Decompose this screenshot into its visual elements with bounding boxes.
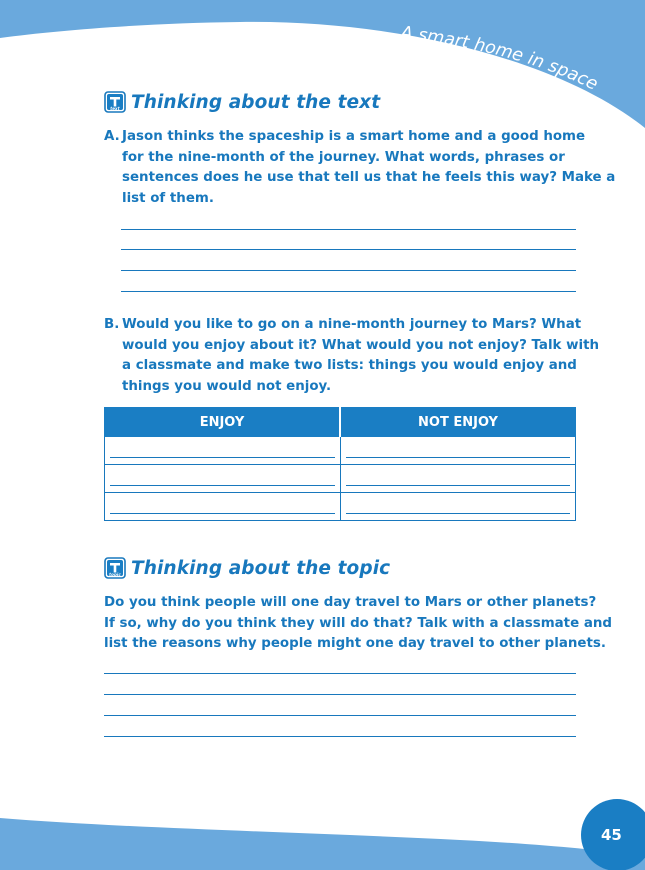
not-enjoy-cell[interactable] <box>340 437 576 465</box>
answer-line-topic-2[interactable] <box>104 694 576 695</box>
table-row <box>105 437 576 465</box>
question-b-text <box>122 315 599 397</box>
topic-section-icon <box>104 557 126 579</box>
not-enjoy-header: NOT ENJOY <box>340 408 576 437</box>
page-number: 45 <box>601 826 622 844</box>
answer-line-topic-4[interactable] <box>104 736 576 737</box>
question-b-line: would you enjoy about it? What would you not enjoy? Talk with <box>122 337 600 353</box>
topic-icon-label: topic <box>109 572 121 577</box>
enjoy-cell[interactable] <box>105 465 341 493</box>
question-a-line: sentences does he use that tell us that he feels this way? Make a <box>122 170 616 186</box>
section-heading-text-title: Thinking about the text <box>131 91 381 113</box>
question-b-line: Would you like to go on a nine-month journey to Mars? What <box>122 317 582 332</box>
topic-question-line: If so, why do you think they will do that? Talk with a classmate and <box>104 615 612 631</box>
question-a-line: list of them. <box>122 190 214 206</box>
answer-line-a-3[interactable] <box>121 270 576 271</box>
question-b-line: a classmate and make two lists: things you would enjoy and <box>122 358 577 374</box>
question-a-line: Jason thinks the spaceship is a smart home and a good home <box>122 129 586 144</box>
enjoy-lists-table <box>104 407 576 521</box>
topic-question-line: list the reasons why people might one day travel to other planets. <box>104 636 606 652</box>
question-a-text <box>122 127 615 209</box>
topic-question-line: Do you think people will one day travel to Mars or other planets? <box>104 595 597 610</box>
question-b-line: things you would not enjoy. <box>122 378 332 394</box>
question-b-label: B. <box>104 317 120 332</box>
table-row <box>105 493 576 521</box>
section-heading-topic <box>104 557 390 579</box>
table-row <box>105 465 576 493</box>
not-enjoy-cell[interactable] <box>340 465 576 493</box>
bottom-wave <box>0 780 645 870</box>
text-section-icon <box>104 91 126 113</box>
enjoy-cell[interactable] <box>105 437 341 465</box>
svg-text:A smart home in space <box>399 23 601 95</box>
question-a-line: for the nine-month of the journey. What words, phrases or <box>122 149 565 165</box>
answer-line-a-4[interactable] <box>121 291 576 292</box>
text-icon-label: text <box>110 106 120 111</box>
enjoy-cell[interactable] <box>105 493 341 521</box>
answer-line-a-1[interactable] <box>121 229 576 230</box>
section-heading-topic-title: Thinking about the topic <box>131 557 391 579</box>
question-a-label: A. <box>104 129 120 144</box>
section-heading-text <box>104 91 380 113</box>
answer-line-topic-1[interactable] <box>104 673 576 674</box>
banner-title-text: A smart home in space <box>399 23 601 95</box>
topic-question-text <box>104 593 612 655</box>
answer-line-a-2[interactable] <box>121 249 576 250</box>
enjoy-header: ENJOY <box>105 408 341 437</box>
answer-line-topic-3[interactable] <box>104 715 576 716</box>
not-enjoy-cell[interactable] <box>340 493 576 521</box>
